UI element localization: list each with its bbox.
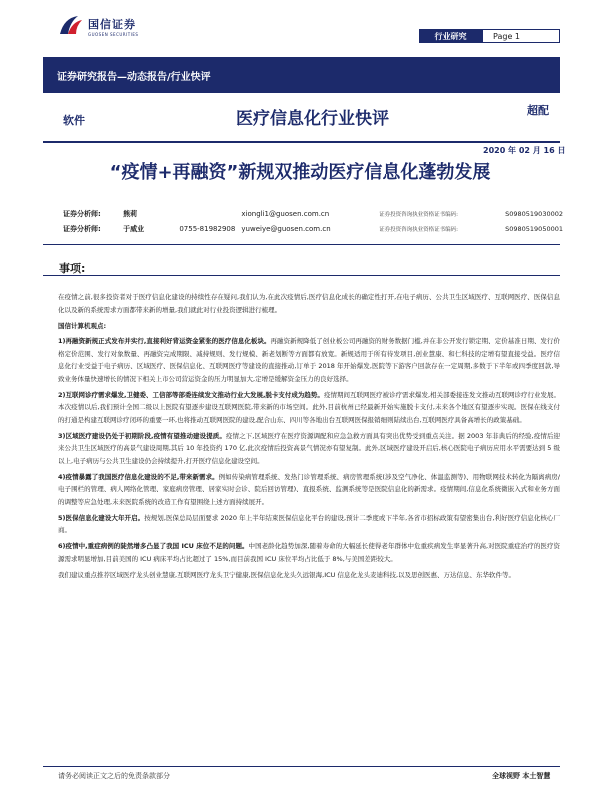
analyst-role: 证券分析师: <box>63 210 101 218</box>
report-date: 2020 年 02 月 16 日 <box>483 146 566 155</box>
brand-name-en: GUOSEN SECURITIES <box>88 31 139 37</box>
page-tag-bar <box>419 29 560 43</box>
brand-name: 国信证券 <box>88 17 136 31</box>
point-text: 中国老龄化趋势加深,随着寿命的大幅延长使得老年群体中危重疾病发生率显著升高,对医院重症治疗的医疗资源需求明显增加,目前美国的 ICU 病床平均占比超过了 15%,而目前我国 ICU 床位平均占比低于 8%,与美国差距较大。 <box>58 542 560 563</box>
rating-label: 超配 <box>527 104 549 117</box>
report-type-band: 证券研究报告—动态报告/行业快评 <box>43 57 560 93</box>
analyst-row <box>63 224 563 234</box>
section-heading: 国信计算机观点: <box>58 321 107 330</box>
point-lead: 1)再融资新规正式发布并实行,直接利好背运资金紧张的医疗信息化板块。 <box>58 337 271 345</box>
point-paragraph <box>58 430 560 468</box>
analyst-name: 熊莉 <box>123 210 138 218</box>
analyst-email[interactable]: xiongli1@guosen.com.cn <box>241 210 330 218</box>
closing-paragraph: 我们建议重点推荐区域医疗龙头创业慧康,互联网医疗龙头卫宁健康,医保信息化龙头久远银海,ICU 信息化龙头麦迪科技,以及思创医惠、万达信息、东华软件等。 <box>58 570 516 579</box>
point-lead: 6)疫情中,重症病例的陡然增多凸显了我国 ICU 床位不足的问题。 <box>58 542 249 550</box>
point-text: 再融资新规降低了创业板公司再融资的财务数据门槛,并在非公开发行锁定期、定价基准日期、发行价格定价范围、发行对象数量、再融资完成期限、减持规则、发行规模、新老划断等方面都有放宽。新规适用于所有待发项目,创业慧康、和仁科技的定增有望直接受益。医疗信息化行业受益于电子病历、区域医疗、医保信息化、互联网医疗等建设的直接推动,订单于 2018 年开始爆发,医院等下游客户回款存在一定周期,多数于下半年或四季度回款,导致业务体量快速增长的情况下相关上市公司营运资金的压力明显加大,定增是缓解资金压力的良好选择。 <box>58 337 560 383</box>
main-title: “疫情+再融资”新规双推动医疗信息化蓬勃发展 <box>109 162 491 183</box>
point-paragraph <box>58 471 560 509</box>
point-text: 按规划,医保总局层面要求 2020 年上半年结束医保信息化平台的建设,预计二季度或下半年,各省市招标政策有望密集出台,利好医疗信息化核心厂商。 <box>58 513 560 534</box>
divider <box>43 766 560 767</box>
report-title: 医疗信息化行业快评 <box>236 109 389 129</box>
slogan: 全球视野 本土智慧 <box>492 772 551 780</box>
divider <box>43 275 560 276</box>
analyst-role: 证券分析师: <box>63 225 101 233</box>
report-body <box>58 291 560 585</box>
point-paragraph <box>58 389 560 427</box>
page-number: Page 1 <box>482 29 560 43</box>
guosen-logo-icon <box>58 14 84 38</box>
point-lead: 2)互联网诊疗需求爆发,卫健委、工信部等部委连续发文推动行业大发展,脱卡支付成为趋势。 <box>58 390 324 399</box>
guosen-logo <box>58 14 138 38</box>
section-title: 事项: <box>59 262 86 275</box>
analyst-cert-number: S0980519030002 <box>505 210 563 218</box>
divider <box>43 141 560 143</box>
category-tag: 行业研究 <box>419 29 482 43</box>
point-text: 例如传染病管理系统、发热门诊管理系统、病房管理系统(涉及空气净化、体温监测等)、用物联网技术转化为隔离病房/电子围栏的管理、病人网络化管理、家庭病房管理、居家实时会诊、院后回访管理)、直报系统、监测系统等是医院信息化的新需求。疫情期间,信息化系统微嵌入式和业务方面的调整等应急处理,未来医院系统的改造工作有望围绕上述方面持续展开。 <box>58 472 560 506</box>
analyst-name: 于威业 <box>123 225 145 233</box>
analyst-cert-number: S0980519050001 <box>505 225 563 233</box>
analyst-phone: 0755-81982908 <box>179 225 236 233</box>
divider <box>43 244 560 245</box>
disclaimer-note: 请务必阅读正文之后的免责条款部分 <box>58 772 170 780</box>
point-text: 疫情之下,区域医疗在医疗资源调配和应急急救方面具有突出优势受到重点关注。据 2003 年非典后的经验,疫情后迎来公共卫生区域医疗的高景气建设周期,其后 10 年投资约 170 亿,此次疫情后投资高景气情况亦有望复制。此外,区域医疗建设开启后,核心医院电子病历应用水平需要达到 5 级以上,电子病历与公共卫生建设仍会持续提升,打开医疗信息化建设空间。 <box>58 431 560 465</box>
point-paragraph <box>58 540 560 565</box>
point-text: 疫情期间互联网医疗被诊疗需求爆发,相关部委接连发文推动互联网诊疗行业发展。本次疫情以后,我们预计全国二级以上医院有望逐步建设互联网医院,带来新的市场空间。此外,目前杭州已经最新开始实施脱卡支付,未来各个地区有望逐步实现。医保在线支付的打通是构建互联网诊疗闭环的重要一环,也将推动互联网医院的建设,配合山东、四川等各地出台互联网医保报销细则陆续出台,互联网医疗具备高增长的政策基础。 <box>58 390 561 424</box>
point-paragraph <box>58 335 560 385</box>
analyst-cert-label: 证券投资咨询执业资格证书编码: <box>379 212 458 218</box>
analyst-cert-label: 证券投资咨询执业资格证书编码: <box>379 227 458 233</box>
analyst-email[interactable]: yuweiye@guosen.com.cn <box>241 225 331 233</box>
point-lead: 5)医保信息化建设大年开启。 <box>58 513 145 522</box>
analyst-row <box>63 209 563 219</box>
sector-label: 软件 <box>63 114 85 127</box>
point-lead: 4)疫情暴露了我国医疗信息化建设的不足,带来新需求。 <box>58 472 219 481</box>
point-lead: 3)区域医疗建设仍处于初期阶段,疫情有望推动建设提质。 <box>58 431 226 440</box>
intro-paragraph: 在疫情之前,很多投资者对于医疗信息化建设的持续性存在疑问,我们认为,在此次疫情后,医疗信息化成长的确定性打开,在电子病历、公共卫生区域医疗、互联网医疗、医保信息化以及新的系统需求方面都带来新的增量,我们就此对行业投资逻辑进行梳理。 <box>58 293 560 314</box>
point-paragraph <box>58 512 560 537</box>
